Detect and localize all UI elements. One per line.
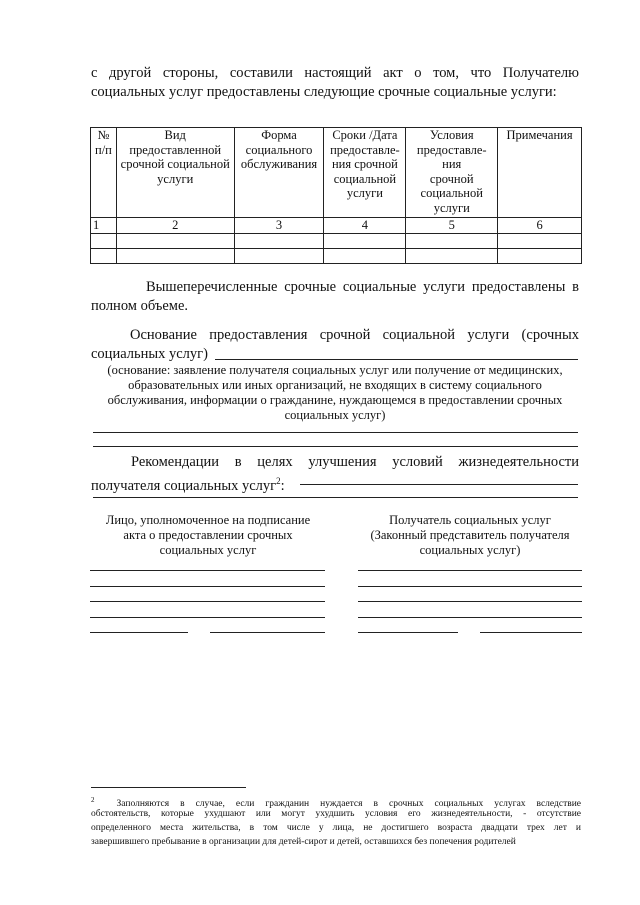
recommendations-line-1: Рекомендации в целях улучшения условий жизнедеятельности bbox=[131, 454, 579, 470]
signature-right-caption: Получатель социальных услуг (Законный представитель получателя социальных услуг) bbox=[370, 513, 570, 557]
footnote-ref: 2 bbox=[276, 476, 281, 486]
basis-note: (основание: заявление получателя социальных услуг или получение от медицинских, образовательных или иных организаций, не входящих в систему социального обслуживания, информации о гражданине, нуждающемся в предоставлении срочных социальных услуг) bbox=[107, 363, 563, 422]
signature-left-line bbox=[90, 570, 325, 571]
footnote-line-2: обстоятельств, которые ухудшают или могут ухудшить условия его жизнедеятельности, - отсутствие bbox=[91, 809, 581, 819]
signature-left-line bbox=[90, 601, 325, 602]
signature-right-line bbox=[480, 632, 582, 633]
table-row bbox=[91, 248, 582, 263]
header-cell: № п/п bbox=[91, 128, 117, 218]
signature-right-line bbox=[358, 601, 582, 602]
table-number-row bbox=[91, 218, 582, 234]
header-cell: Примечания bbox=[498, 128, 582, 218]
signature-left-line bbox=[90, 632, 188, 633]
recommendations-blank-line bbox=[93, 497, 578, 498]
footnote-line-1: $^2$ Заполняются в случае, если гражданин нуждается в срочных социальных услугах вследствие bbox=[91, 796, 582, 810]
footnote-line-3: определенного места жительства, в том числе у лица, не достигшего возраста двадцати трех лет и bbox=[91, 823, 581, 833]
signature-left-line bbox=[210, 632, 325, 633]
number-cell: 1 bbox=[91, 218, 117, 234]
signature-right-line bbox=[358, 586, 582, 587]
footnote-separator bbox=[91, 787, 246, 788]
header-cell: Форма социального обслуживания bbox=[234, 128, 324, 218]
table-row bbox=[91, 233, 582, 248]
intro-line-1: с другой стороны, составили настоящий акт о том, что Получателю bbox=[91, 65, 579, 81]
basis-line-2: социальных услуг) bbox=[91, 346, 208, 362]
header-cell: Условия предоставле- ния срочной социальной услуги bbox=[406, 128, 498, 218]
recommendations-fill-line bbox=[300, 484, 578, 485]
intro-line-2: социальных услуг предоставлены следующие срочные социальные услуги: bbox=[91, 84, 557, 100]
signature-right-line bbox=[358, 617, 582, 618]
basis-blank-line-2 bbox=[93, 446, 578, 447]
number-cell: 6 bbox=[498, 218, 582, 234]
services-table bbox=[90, 127, 582, 264]
footnote-line-4: завершившего пребывание в организации для детей-сирот и детей, оставшихся без попечения родителей bbox=[91, 837, 516, 847]
table-header-row bbox=[91, 128, 582, 218]
number-cell: 4 bbox=[324, 218, 406, 234]
basis-line-1: Основание предоставления срочной социальной услуги (срочных bbox=[130, 327, 579, 343]
signature-right-line bbox=[358, 632, 458, 633]
signature-left-line bbox=[90, 617, 325, 618]
completed-line-1: Вышеперечисленные срочные социальные услуги предоставлены в bbox=[146, 279, 579, 295]
signature-left-caption: Лицо, уполномоченное на подписание акта о предоставлении срочных социальных услуг bbox=[105, 513, 311, 557]
basis-blank-line-1 bbox=[93, 432, 578, 433]
number-cell: 2 bbox=[116, 218, 234, 234]
header-cell: Сроки /Дата предоставле- ния срочной социальной услуги bbox=[324, 128, 406, 218]
basis-fill-line bbox=[215, 359, 578, 360]
number-cell: 5 bbox=[406, 218, 498, 234]
recommendations-line-2: получателя социальных услуг$^2$: bbox=[91, 476, 285, 494]
number-cell: 3 bbox=[234, 218, 324, 234]
header-cell: Вид предоставленной срочной социальной услуги bbox=[116, 128, 234, 218]
signature-right-line bbox=[358, 570, 582, 571]
completed-line-2: полном объеме. bbox=[91, 298, 189, 314]
signature-left-line bbox=[90, 586, 325, 587]
